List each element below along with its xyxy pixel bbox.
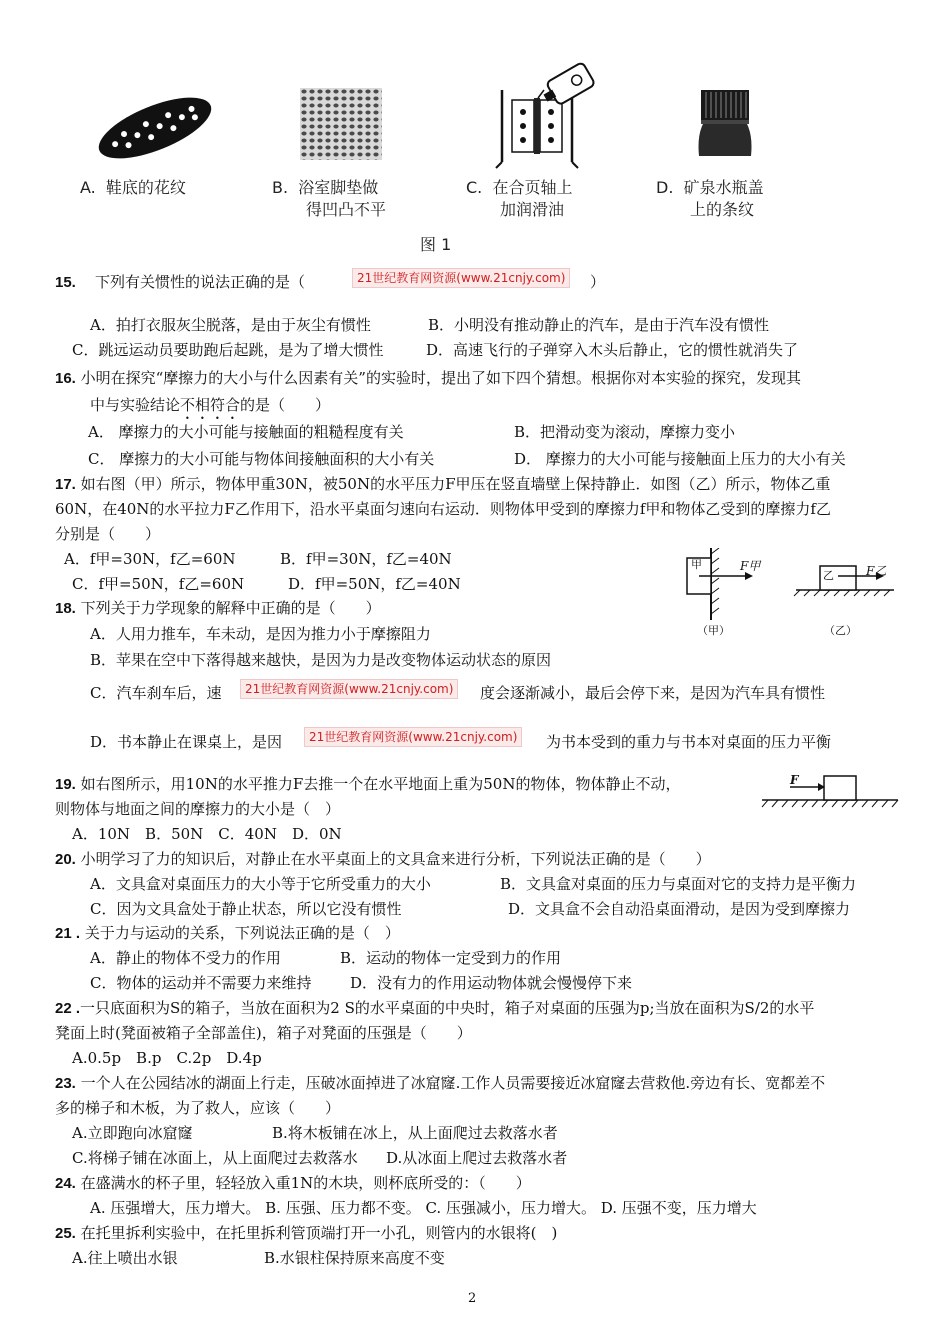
- page-number: 2: [468, 1291, 477, 1306]
- hinge-oil-picture: [492, 62, 604, 170]
- question-23-option-a: A.立即跑向冰窟窿: [72, 1124, 193, 1142]
- question-22-options: A.0.5p B.p C.2p D.4p: [72, 1049, 262, 1067]
- watermark-stamp: 21世纪教育网资源(www.21cnjy.com): [240, 679, 458, 699]
- question-23-stem-line2: 多的梯子和木板，为了救人，应该（ ）: [55, 1099, 341, 1117]
- figure-caption-c: C. 在合页轴上 加润滑油: [466, 178, 573, 219]
- question-17-figure-force-yi: F乙: [866, 564, 887, 578]
- question-25-stem: 25. 在托里拆利实验中，在托里拆利管顶端打开一小孔，则管内的水银将( ): [55, 1224, 558, 1242]
- question-25-option-a: A.往上喷出水银: [72, 1249, 178, 1267]
- question-23-option-d: D.从冰面上爬过去救落水者: [386, 1149, 568, 1167]
- figure-caption-a: A. 鞋底的花纹: [80, 178, 186, 197]
- question-17-stem: 17. 如右图（甲）所示，物体甲重30N，被50N的水平压力F甲压在竖直墙壁上保持静止．如图（乙）所示，物体乙重: [55, 475, 831, 493]
- question-18-option-c: C．汽车刹车后，速: [90, 684, 222, 702]
- question-17-stem-line2: 60N，在40N的水平拉力F乙作用下，沿水平桌面匀速向右运动．则物体甲受到的摩擦力f甲和物体乙受到的摩擦力f乙: [55, 500, 831, 518]
- question-16-stem-line2: 中与实验结论不相符合的是（ ）: [90, 396, 331, 414]
- question-17-figure-caption-yi: （乙）: [824, 624, 857, 637]
- question-16-stem: 16. 小明在探究“摩擦力的大小与什么因素有关”的实验时，提出了如下四个猜想。根据你对本实验的探究，发现其: [55, 369, 801, 387]
- question-23-option-b: B.将木板铺在冰上，从上面爬过去救落水者: [272, 1124, 558, 1142]
- question-19-stem: 19. 如右图所示，用10N的水平推力F去推一个在水平地面上重为50N的物体，物体静止不动，: [55, 775, 681, 793]
- question-15-option-c: C．跳远运动员要助跑后起跳，是为了增大惯性: [72, 341, 384, 359]
- figure-caption-d: D. 矿泉水瓶盖 上的条纹: [656, 178, 764, 219]
- figure-title: 图 1: [420, 235, 452, 254]
- question-21-option-a: A．静止的物体不受力的作用: [90, 949, 281, 967]
- question-18-option-b: B．苹果在空中下落得越来越快，是因为力是改变物体运动状态的原因: [90, 651, 552, 669]
- question-25-option-b: B.水银柱保持原来高度不变: [264, 1249, 445, 1267]
- question-23-stem: 23. 一个人在公园结冰的湖面上行走，压破冰面掉进了冰窟窿.工作人员需要接近冰窟窿去营救他.旁边有长、宽都差不: [55, 1074, 826, 1092]
- question-15-stem: 15. 下列有关惯性的说法正确的是（: [55, 273, 305, 291]
- question-16-option-d: D． 摩擦力的大小可能与接触面上压力的大小有关: [514, 450, 846, 468]
- question-19-options: A．10N B．50N C．40N D．0N: [72, 825, 342, 843]
- question-17-figure-force-jia: F甲: [740, 559, 761, 573]
- figure-caption-b: B. 浴室脚垫做 得凹凸不平: [272, 178, 387, 219]
- question-15-option-a: A．拍打衣服灰尘脱落，是由于灰尘有惯性: [90, 316, 371, 334]
- question-22-stem-line2: 凳面上时(凳面被箱子全部盖住)，箱子对凳面的压强是（ ）: [55, 1024, 472, 1042]
- question-17-figure-caption-jia: （甲）: [697, 624, 730, 637]
- question-20-option-b: B．文具盒对桌面的压力与桌面对它的支持力是平衡力: [500, 875, 857, 893]
- question-21-stem: 21 . 关于力与运动的关系，下列说法正确的是（ ）: [55, 924, 400, 942]
- question-20-option-d: D．文具盒不会自动沿桌面滑动，是因为受到摩擦力: [508, 900, 851, 918]
- watermark-stamp: 21世纪教育网资源(www.21cnjy.com): [304, 727, 522, 747]
- question-17-option-d: D．f甲=50N，f乙=40N: [288, 575, 461, 593]
- question-16-option-c: C． 摩擦力的大小可能与物体间接触面积的大小有关: [88, 450, 435, 468]
- question-18-option-d: D．书本静止在课桌上，是因: [90, 733, 283, 751]
- question-18-option-a: A．人用力推车，车未动，是因为推力小于摩擦阻力: [90, 625, 431, 643]
- question-17-option-a: A．f甲=30N，f乙=60N: [64, 550, 236, 568]
- question-17-option-c: C．f甲=50N，f乙=60N: [72, 575, 245, 593]
- question-17-option-b: B．f甲=30N，f乙=40N: [280, 550, 452, 568]
- question-16-option-b: B．把滑动变为滚动，摩擦力变小: [514, 423, 736, 441]
- question-15-option-b: B．小明没有推动静止的汽车，是由于汽车没有惯性: [428, 316, 770, 334]
- question-19-figure: [758, 770, 900, 810]
- bottle-cap-picture: [697, 90, 753, 156]
- question-24-options: A. 压强增大，压力增大。 B. 压强、压力都不变。 C. 压强减小，压力增大。 D. 压强不变，压力增大: [90, 1199, 757, 1217]
- question-21-option-b: B．运动的物体一定受到力的作用: [340, 949, 562, 967]
- question-15-close: ）: [590, 273, 606, 291]
- question-22-stem: 22 .一只底面积为S的箱子，当放在面积为2 S的水平桌面的中央时，箱子对桌面的压强为p;当放在面积为S/2的水平: [55, 999, 815, 1017]
- question-21-option-c: C．物体的运动并不需要力来维持: [90, 974, 312, 992]
- shoe-sole-picture: [90, 88, 220, 168]
- question-19-figure-force: F: [790, 773, 799, 787]
- question-18-option-d-rest: 为书本受到的重力与书本对桌面的压力平衡: [546, 733, 832, 751]
- question-16-option-a: A． 摩擦力的大小可能与接触面的粗糙程度有关: [88, 423, 404, 441]
- question-21-option-d: D．没有力的作用运动物体就会慢慢停下来: [350, 974, 633, 992]
- question-19-stem-line2: 则物体与地面之间的摩擦力的大小是（ ）: [55, 800, 341, 818]
- question-17-stem-line3: 分别是（ ）: [55, 525, 161, 543]
- watermark-stamp: 21世纪教育网资源(www.21cnjy.com): [352, 268, 570, 288]
- question-17-figure-label-yi: 乙: [823, 569, 834, 582]
- question-20-option-c: C．因为文具盒处于静止状态，所以它没有惯性: [90, 900, 402, 918]
- question-20-stem: 20. 小明学习了力的知识后，对静止在水平桌面上的文具盒来进行分析，下列说法正确的是（ ）: [55, 850, 711, 868]
- question-24-stem: 24. 在盛满水的杯子里，轻轻放入重1N的木块，则杯底所受的：（ ）: [55, 1174, 531, 1192]
- question-18-option-c-rest: 度会逐渐减小，最后会停下来，是因为汽车具有惯性: [480, 684, 826, 702]
- question-15-option-d: D．高速飞行的子弹穿入木头后静止，它的惯性就消失了: [426, 341, 799, 359]
- bath-mat-picture: [300, 88, 382, 160]
- question-23-option-c: C.将梯子铺在冰面上，从上面爬过去救落水: [72, 1149, 358, 1167]
- question-20-option-a: A．文具盒对桌面压力的大小等于它所受重力的大小: [90, 875, 431, 893]
- question-17-figure-label-jia: 甲: [691, 558, 702, 571]
- question-18-stem: 18. 下列关于力学现象的解释中正确的是（ ）: [55, 599, 381, 617]
